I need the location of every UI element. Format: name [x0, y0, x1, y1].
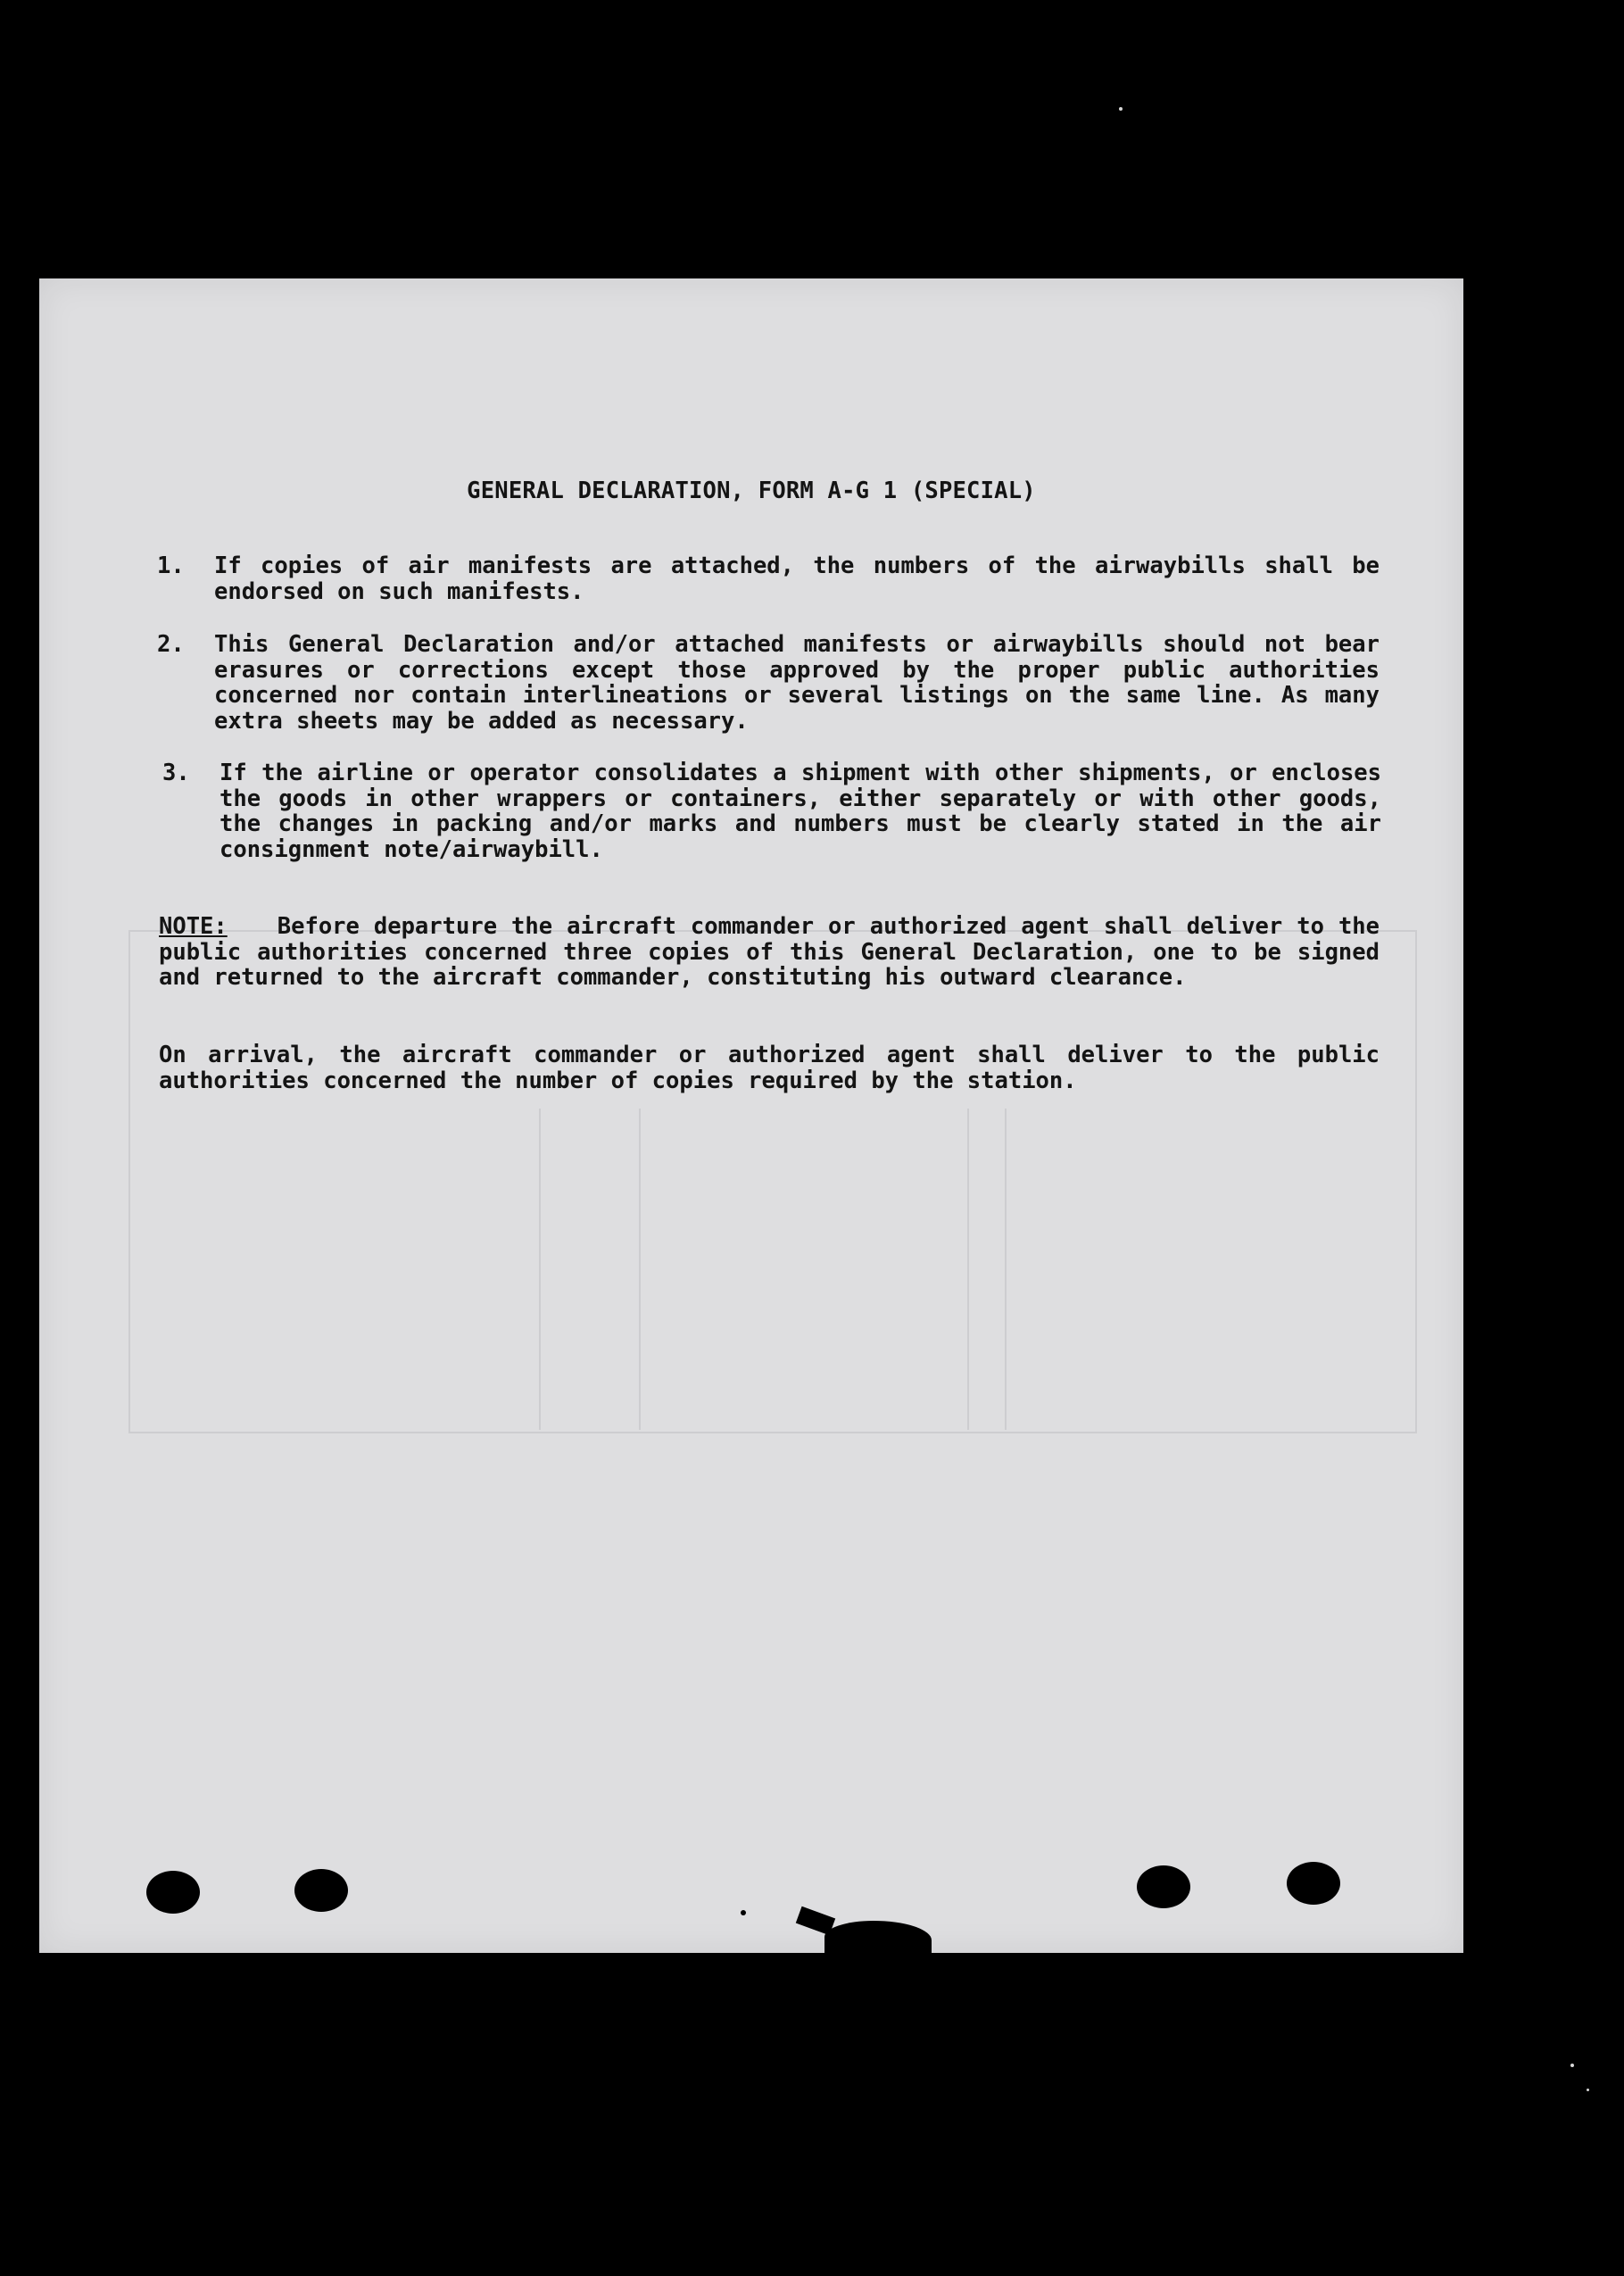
list-item: [157, 632, 1380, 734]
speck: [1570, 2064, 1574, 2067]
punch-hole: [1137, 1865, 1190, 1908]
list-item-text: If the airline or operator consolidates a shipment with other shipments, or encloses the goods in other wrappers or containers, either separately or with other goods, the changes in packing and/or marks and numbers must be clearly stated in the air consignment note/airwaybill.: [220, 760, 1381, 863]
speck: [1119, 107, 1123, 111]
note-paragraph: [159, 914, 1380, 991]
torn-edge: [796, 1906, 835, 1935]
list-item-text: This General Declaration and/or attached manifests or airwaybills should not bear erasures or corrections except those approved by the proper public authorities concerned nor contain interlineations or several listings on the same line. As many extra sheets may be added as necessary.: [214, 631, 1380, 735]
speck: [1587, 2089, 1589, 2091]
page-title: GENERAL DECLARATION, FORM A-G 1 (SPECIAL): [467, 478, 1036, 504]
arrival-paragraph: On arrival, the aircraft commander or authorized agent shall deliver to the public authorities concerned the number of copies required by the station.: [159, 1042, 1380, 1094]
bleed-through-column: [967, 1109, 1007, 1430]
list-item-number: 1.: [157, 552, 185, 579]
note-label: NOTE:: [159, 913, 228, 940]
bleed-through-column: [539, 1109, 641, 1430]
bleed-through-table: [128, 930, 1417, 1433]
speck: [741, 1910, 746, 1915]
note-text: Before departure the aircraft commander or authorized agent shall deliver to the public authorities concerned three copies of this General Declaration, one to be signed and returned to the aircraft commander, constituting his outward clearance.: [159, 913, 1380, 991]
punch-hole: [294, 1869, 348, 1912]
list-item-number: 2.: [157, 631, 185, 658]
list-item-number: 3.: [162, 760, 190, 786]
punch-hole: [1287, 1862, 1340, 1905]
punch-hole: [146, 1871, 200, 1914]
document-page: [39, 278, 1463, 1953]
list-item: [162, 760, 1381, 862]
list-item-text: If copies of air manifests are attached, the numbers of the airwaybills shall be endorsed on such manifests.: [214, 552, 1380, 605]
torn-edge: [824, 1921, 932, 1953]
list-item: [157, 553, 1380, 604]
